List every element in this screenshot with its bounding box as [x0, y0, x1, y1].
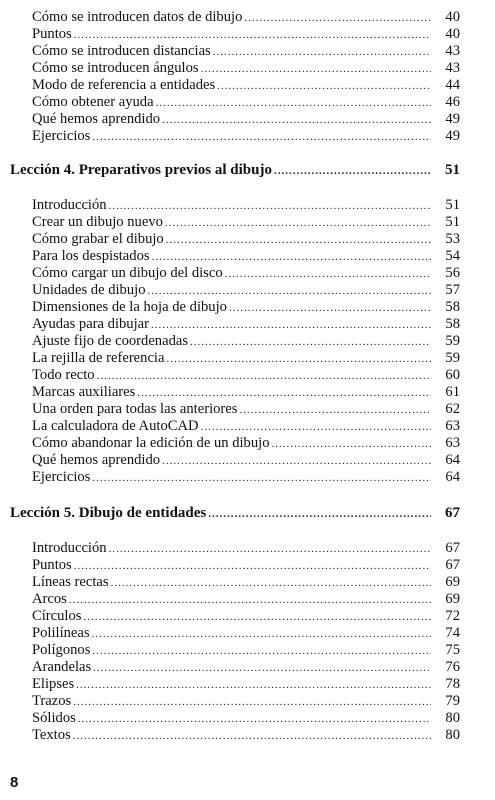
toc-entry-title: Líneas rectas: [32, 574, 109, 590]
toc-entry: [32, 710, 460, 727]
toc-entry: [32, 557, 460, 574]
toc-entry: [32, 77, 460, 94]
toc-entry: [32, 384, 460, 401]
dot-leader: [201, 61, 431, 78]
toc-entry-page: 59: [445, 350, 460, 366]
toc-entry: [32, 214, 460, 231]
toc-entry: [32, 94, 460, 111]
toc-entry-title: Para los despistados: [32, 248, 150, 264]
toc-entry: [32, 659, 460, 676]
dot-leader: [244, 10, 431, 27]
toc-entry-title: Círculos: [32, 608, 82, 624]
toc-entry: [32, 350, 460, 367]
dot-leader: [213, 44, 431, 61]
toc-entry-page: 67: [445, 540, 460, 556]
toc-entry-title: Marcas auxiliares: [32, 384, 136, 400]
dot-leader: [165, 215, 431, 232]
toc-entry-title: Polilíneas: [32, 625, 90, 641]
dot-leader: [201, 419, 431, 436]
toc-entry-page: 44: [445, 77, 460, 93]
dot-leader: [93, 660, 431, 677]
dot-leader: [137, 385, 431, 402]
toc-entry: [32, 197, 460, 214]
toc-entry-title: Cómo se introducen distancias: [32, 43, 211, 59]
dot-leader: [151, 317, 431, 334]
dot-leader: [239, 402, 431, 419]
toc-entry-title: Introducción: [32, 197, 107, 213]
toc-entry: [32, 333, 460, 350]
lesson-heading: [10, 505, 460, 522]
toc-entry-title: Cómo grabar el dibujo: [32, 231, 164, 247]
dot-leader: [97, 368, 431, 385]
toc-entry: [32, 9, 460, 26]
lesson-page: 67: [445, 505, 460, 521]
toc-entry-page: 58: [445, 299, 460, 315]
toc-entry: [32, 248, 460, 265]
dot-leader: [73, 694, 431, 711]
lesson-title: Lección 4. Preparativos previos al dibujo: [10, 162, 272, 178]
toc-entry: [32, 693, 460, 710]
toc-entry: [32, 111, 460, 128]
toc-entry-page: 69: [445, 591, 460, 607]
toc-entry: [32, 43, 460, 60]
toc-entry-page: 54: [445, 248, 460, 264]
toc-entry-page: 75: [445, 642, 460, 658]
dot-leader: [217, 78, 431, 95]
toc-entry-title: La calculadora de AutoCAD: [32, 418, 199, 434]
dot-leader: [208, 506, 431, 523]
toc-entry-title: Modo de referencia a entidades: [32, 77, 216, 93]
toc-entry-title: Sólidos: [32, 710, 76, 726]
page-number: 8: [10, 774, 19, 791]
toc-entry: [32, 591, 460, 608]
toc-entry-page: 51: [445, 214, 460, 230]
toc-entry-page: 56: [445, 265, 460, 281]
toc-entry-page: 43: [445, 60, 460, 76]
dot-leader: [274, 163, 431, 180]
toc-entry-page: 57: [445, 282, 460, 298]
toc-entry: [32, 367, 460, 384]
dot-leader: [74, 558, 431, 575]
toc-entry-title: Dimensiones de la hoja de dibujo: [32, 299, 227, 315]
toc-entry-page: 69: [445, 574, 460, 590]
dot-leader: [69, 592, 431, 609]
dot-leader: [73, 728, 431, 745]
toc-entry: [32, 727, 460, 744]
toc-entry-title: Trazos: [32, 693, 72, 709]
toc-entry-title: Polígonos: [32, 642, 91, 658]
toc-entry-page: 63: [445, 418, 460, 434]
dot-leader: [76, 677, 431, 694]
toc-entry-page: 79: [445, 693, 460, 709]
toc-entry-page: 53: [445, 231, 460, 247]
dot-leader: [92, 470, 431, 487]
dot-leader: [229, 300, 431, 317]
lesson-title: Lección 5. Dibujo de entidades: [10, 505, 207, 521]
dot-leader: [166, 351, 431, 368]
toc-entry: [32, 128, 460, 145]
lesson-heading: [10, 162, 460, 179]
toc-entry-page: 74: [445, 625, 460, 641]
toc-entry-page: 62: [445, 401, 460, 417]
toc-entry-page: 61: [445, 384, 460, 400]
toc-entry-page: 51: [445, 197, 460, 213]
toc-entry: [32, 452, 460, 469]
toc-entry-title: Cómo abandonar la edición de un dibujo: [32, 435, 270, 451]
toc-entry-title: Una orden para todas las anteriores: [32, 401, 238, 417]
dot-leader: [166, 232, 431, 249]
toc-entry: [32, 316, 460, 333]
toc-entry-title: Ejercicios: [32, 469, 91, 485]
toc-entry-title: Cómo obtener ayuda: [32, 94, 154, 110]
dot-leader: [148, 283, 432, 300]
dot-leader: [111, 575, 431, 592]
toc-entry: [32, 642, 460, 659]
dot-leader: [92, 129, 431, 146]
toc-entry-title: Cómo se introducen datos de dibujo: [32, 9, 243, 25]
toc-entry-page: 76: [445, 659, 460, 675]
dot-leader: [162, 453, 431, 470]
toc-entry-title: Arandelas: [32, 659, 92, 675]
toc-entry-page: 43: [445, 43, 460, 59]
toc-entry: [32, 282, 460, 299]
toc-entry-title: Qué hemos aprendido: [32, 452, 161, 468]
toc-entry: [32, 625, 460, 642]
toc-entry: [32, 540, 460, 557]
toc-entry-page: 80: [445, 710, 460, 726]
toc-entry-page: 64: [445, 452, 460, 468]
toc-entry-title: Unidades de dibujo: [32, 282, 146, 298]
toc-entry-page: 80: [445, 727, 460, 743]
toc-entry-page: 40: [445, 9, 460, 25]
lesson-page: 51: [445, 162, 460, 178]
toc-entry: [32, 60, 460, 77]
toc-entry-page: 72: [445, 608, 460, 624]
toc-entry-title: Elipses: [32, 676, 75, 692]
toc-entry-page: 49: [445, 111, 460, 127]
dot-leader: [152, 249, 431, 266]
dot-leader: [109, 198, 431, 215]
toc-entry-title: Cómo se introducen ángulos: [32, 60, 199, 76]
dot-leader: [74, 27, 431, 44]
toc-entry-title: Puntos: [32, 26, 72, 42]
dot-leader: [190, 334, 431, 351]
toc-entry: [32, 469, 460, 486]
toc-entry: [32, 418, 460, 435]
dot-leader: [272, 436, 432, 453]
toc-entry-title: Cómo cargar un dibujo del disco: [32, 265, 223, 281]
dot-leader: [162, 112, 431, 129]
dot-leader: [92, 626, 431, 643]
toc-entry-page: 78: [445, 676, 460, 692]
toc-entry-title: Crear un dibujo nuevo: [32, 214, 163, 230]
toc-entry-page: 46: [445, 94, 460, 110]
toc-entry-page: 64: [445, 469, 460, 485]
toc-entry: [32, 574, 460, 591]
toc-entry-title: La rejilla de referencia: [32, 350, 165, 366]
toc-entry-page: 58: [445, 316, 460, 332]
toc-entry: [32, 676, 460, 693]
toc-entry-page: 59: [445, 333, 460, 349]
dot-leader: [225, 266, 431, 283]
toc-entry: [32, 401, 460, 418]
toc-entry-page: 67: [445, 557, 460, 573]
toc-entry: [32, 608, 460, 625]
dot-leader: [156, 95, 431, 112]
toc-entry: [32, 265, 460, 282]
toc-entry-title: Arcos: [32, 591, 67, 607]
dot-leader: [92, 643, 431, 660]
toc-entry-page: 40: [445, 26, 460, 42]
toc-entry: [32, 231, 460, 248]
toc-entry-page: 60: [445, 367, 460, 383]
toc-entry-title: Ajuste fijo de coordenadas: [32, 333, 189, 349]
toc-entry: [32, 26, 460, 43]
toc-entry-title: Textos: [32, 727, 71, 743]
toc-entry-title: Ejercicios: [32, 128, 91, 144]
toc-entry-title: Qué hemos aprendido: [32, 111, 161, 127]
dot-leader: [109, 541, 431, 558]
toc-entry: [32, 435, 460, 452]
toc-entry-title: Puntos: [32, 557, 72, 573]
toc-entry-page: 49: [445, 128, 460, 144]
toc-entry-title: Introducción: [32, 540, 107, 556]
toc-entry-page: 63: [445, 435, 460, 451]
dot-leader: [83, 609, 431, 626]
toc-entry-title: Todo recto: [32, 367, 95, 383]
toc-entry: [32, 299, 460, 316]
dot-leader: [78, 711, 431, 728]
toc-entry-title: Ayudas para dibujar: [32, 316, 149, 332]
